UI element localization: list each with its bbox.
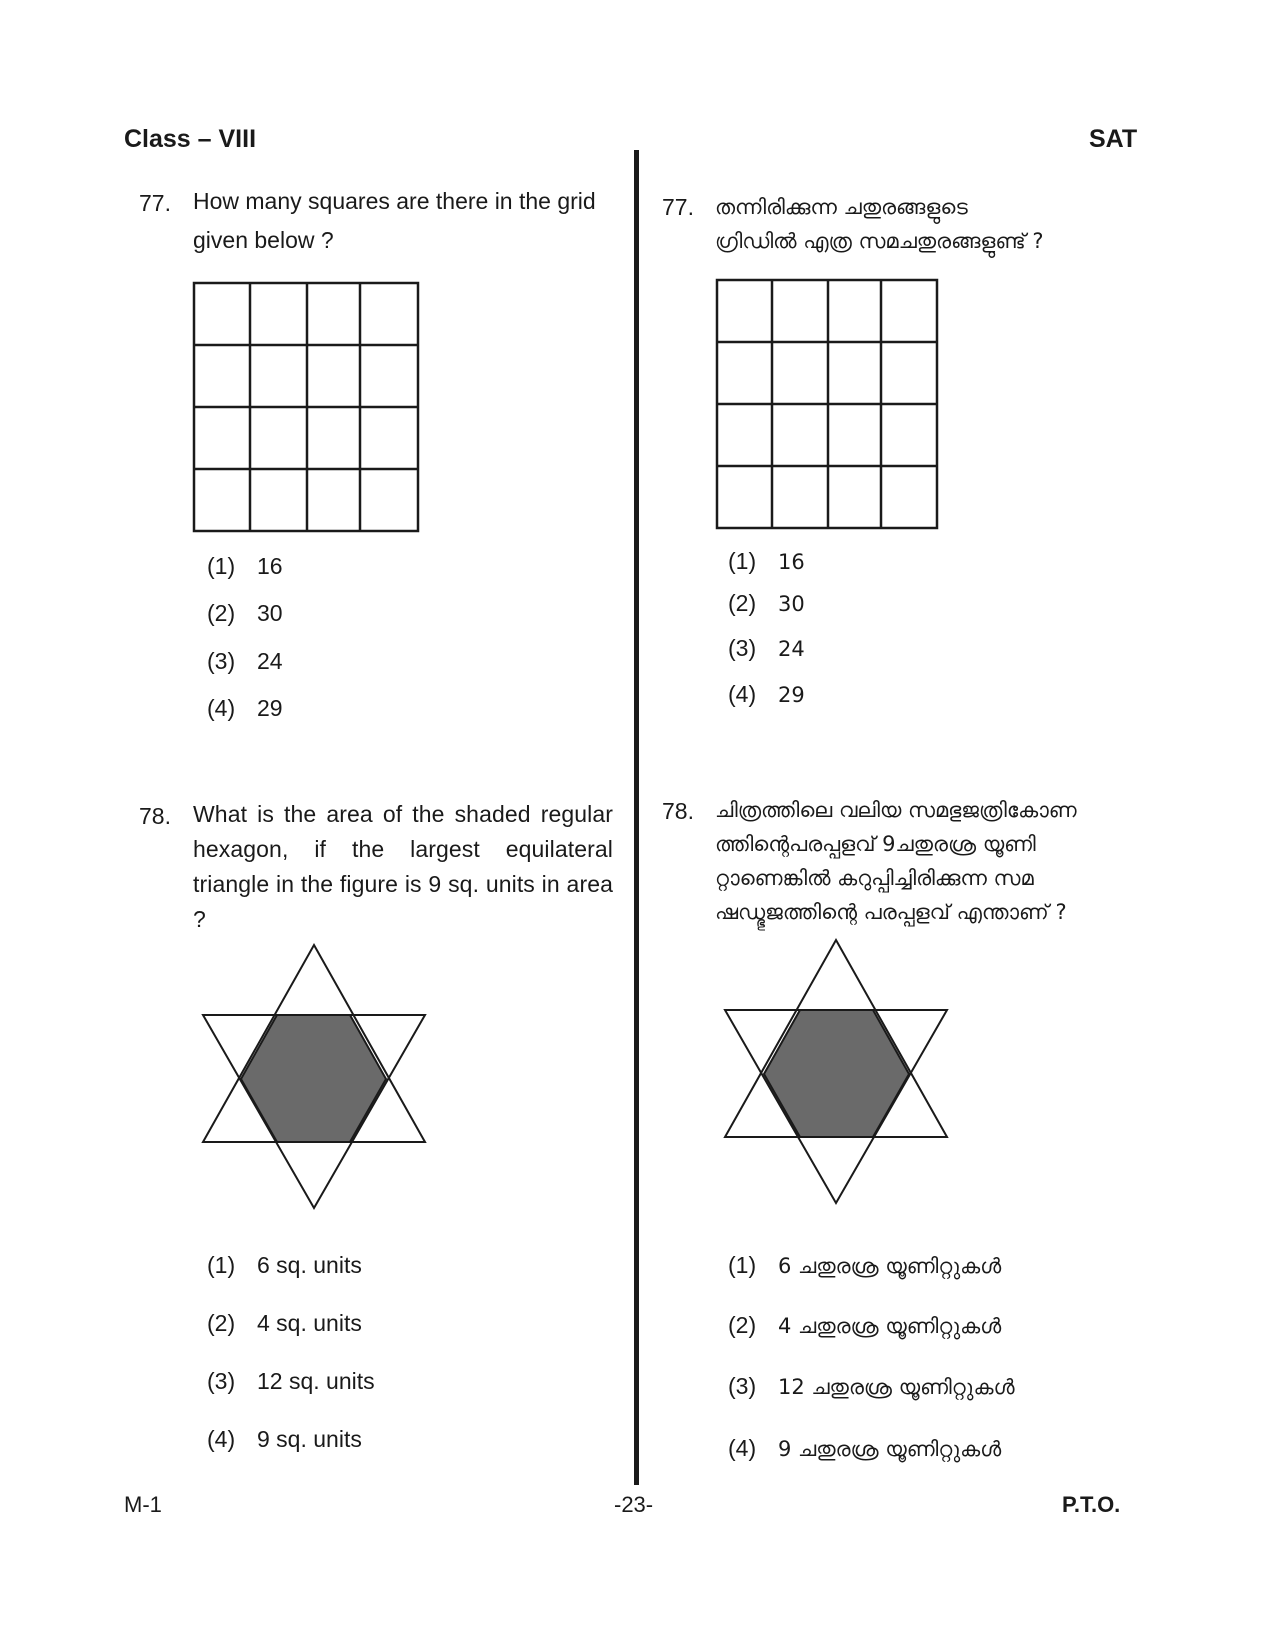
right-q77-number: 77. — [662, 194, 694, 220]
left-q77-question — [193, 182, 623, 260]
right-q78-option-3[interactable]: (3) 12 ചതുരശ്ര യൂണിറ്റുകൾ — [728, 1373, 1015, 1399]
right-q77-option-3[interactable]: (3) 24 — [728, 635, 805, 661]
column-divider — [634, 150, 639, 1485]
footer-pto: P.T.O. — [1062, 1492, 1121, 1517]
exam-label: SAT — [1089, 125, 1138, 153]
right-q78-question — [715, 793, 1155, 929]
left-q77-grid — [192, 281, 422, 535]
left-q77-text-line2: given below ? — [193, 227, 334, 253]
left-q78-option-3[interactable]: (3) 12 sq. units — [207, 1368, 375, 1394]
left-q78-option-4[interactable]: (4) 9 sq. units — [207, 1426, 362, 1452]
right-q78-star-figure — [718, 935, 954, 1207]
right-q78-option-4[interactable]: (4) 9 ചതുരശ്ര യൂണിറ്റുകൾ — [728, 1435, 1002, 1461]
left-q77-option-4[interactable]: (4) 29 — [207, 695, 283, 721]
left-q77-option-3[interactable]: (3) 24 — [207, 648, 283, 674]
right-q77-text-line1: തന്നിരിക്കുന്ന ചതുരങ്ങളുടെ — [715, 195, 968, 219]
right-q78-text-line2: ത്തിന്റെപരപ്പളവ് 9ചതുരശ്ര യൂണി — [715, 832, 1036, 856]
right-q77-option-1[interactable]: (1) 16 — [728, 548, 805, 574]
left-q77-option-1[interactable]: (1) 16 — [207, 553, 283, 579]
right-q77-question — [715, 190, 1155, 258]
right-q78-option-1[interactable]: (1) 6 ചതുരശ്ര യൂണിറ്റുകൾ — [728, 1252, 1002, 1278]
left-q78-text: What is the area of the shaded regular hexagon, if the largest equilateral triangle in the figure is 9 sq. units in area ? — [193, 801, 613, 932]
right-q77-option-2[interactable]: (2) 30 — [728, 590, 805, 616]
left-q77-option-2[interactable]: (2) 30 — [207, 600, 283, 626]
right-q78-option-2[interactable]: (2) 4 ചതുരശ്ര യൂണിറ്റുകൾ — [728, 1312, 1002, 1338]
footer-page-number: -23- — [614, 1492, 654, 1517]
class-label: Class – VIII — [124, 125, 257, 153]
left-q78-option-1[interactable]: (1) 6 sq. units — [207, 1252, 362, 1278]
left-q77-number: 77. — [139, 190, 171, 216]
left-q78-number: 78. — [139, 803, 171, 829]
right-q77-grid — [715, 278, 941, 532]
right-q77-option-4[interactable]: (4) 29 — [728, 681, 805, 707]
right-q78-text-line1: ചിത്രത്തിലെ വലിയ സമഭുജത്രികോണ — [715, 798, 1077, 822]
left-q78-option-2[interactable]: (2) 4 sq. units — [207, 1310, 362, 1336]
right-q77-text-line2: ഗ്രിഡിൽ എത്ര സമചതുരങ്ങളുണ്ട് ? — [715, 229, 1044, 253]
right-q78-text-line4: ഷഡ്ഭുജത്തിന്റെ പരപ്പളവ് എന്താണ് ? — [715, 900, 1067, 924]
footer-code: M-1 — [124, 1492, 162, 1517]
right-q78-number: 78. — [662, 798, 694, 824]
left-q78-star-figure — [196, 940, 432, 1212]
left-q77-text-line1: How many squares are there in the grid — [193, 188, 596, 214]
right-q78-text-line3: റ്റാണെങ്കിൽ കറുപ്പിച്ചിരിക്കുന്ന സമ — [715, 866, 1034, 890]
